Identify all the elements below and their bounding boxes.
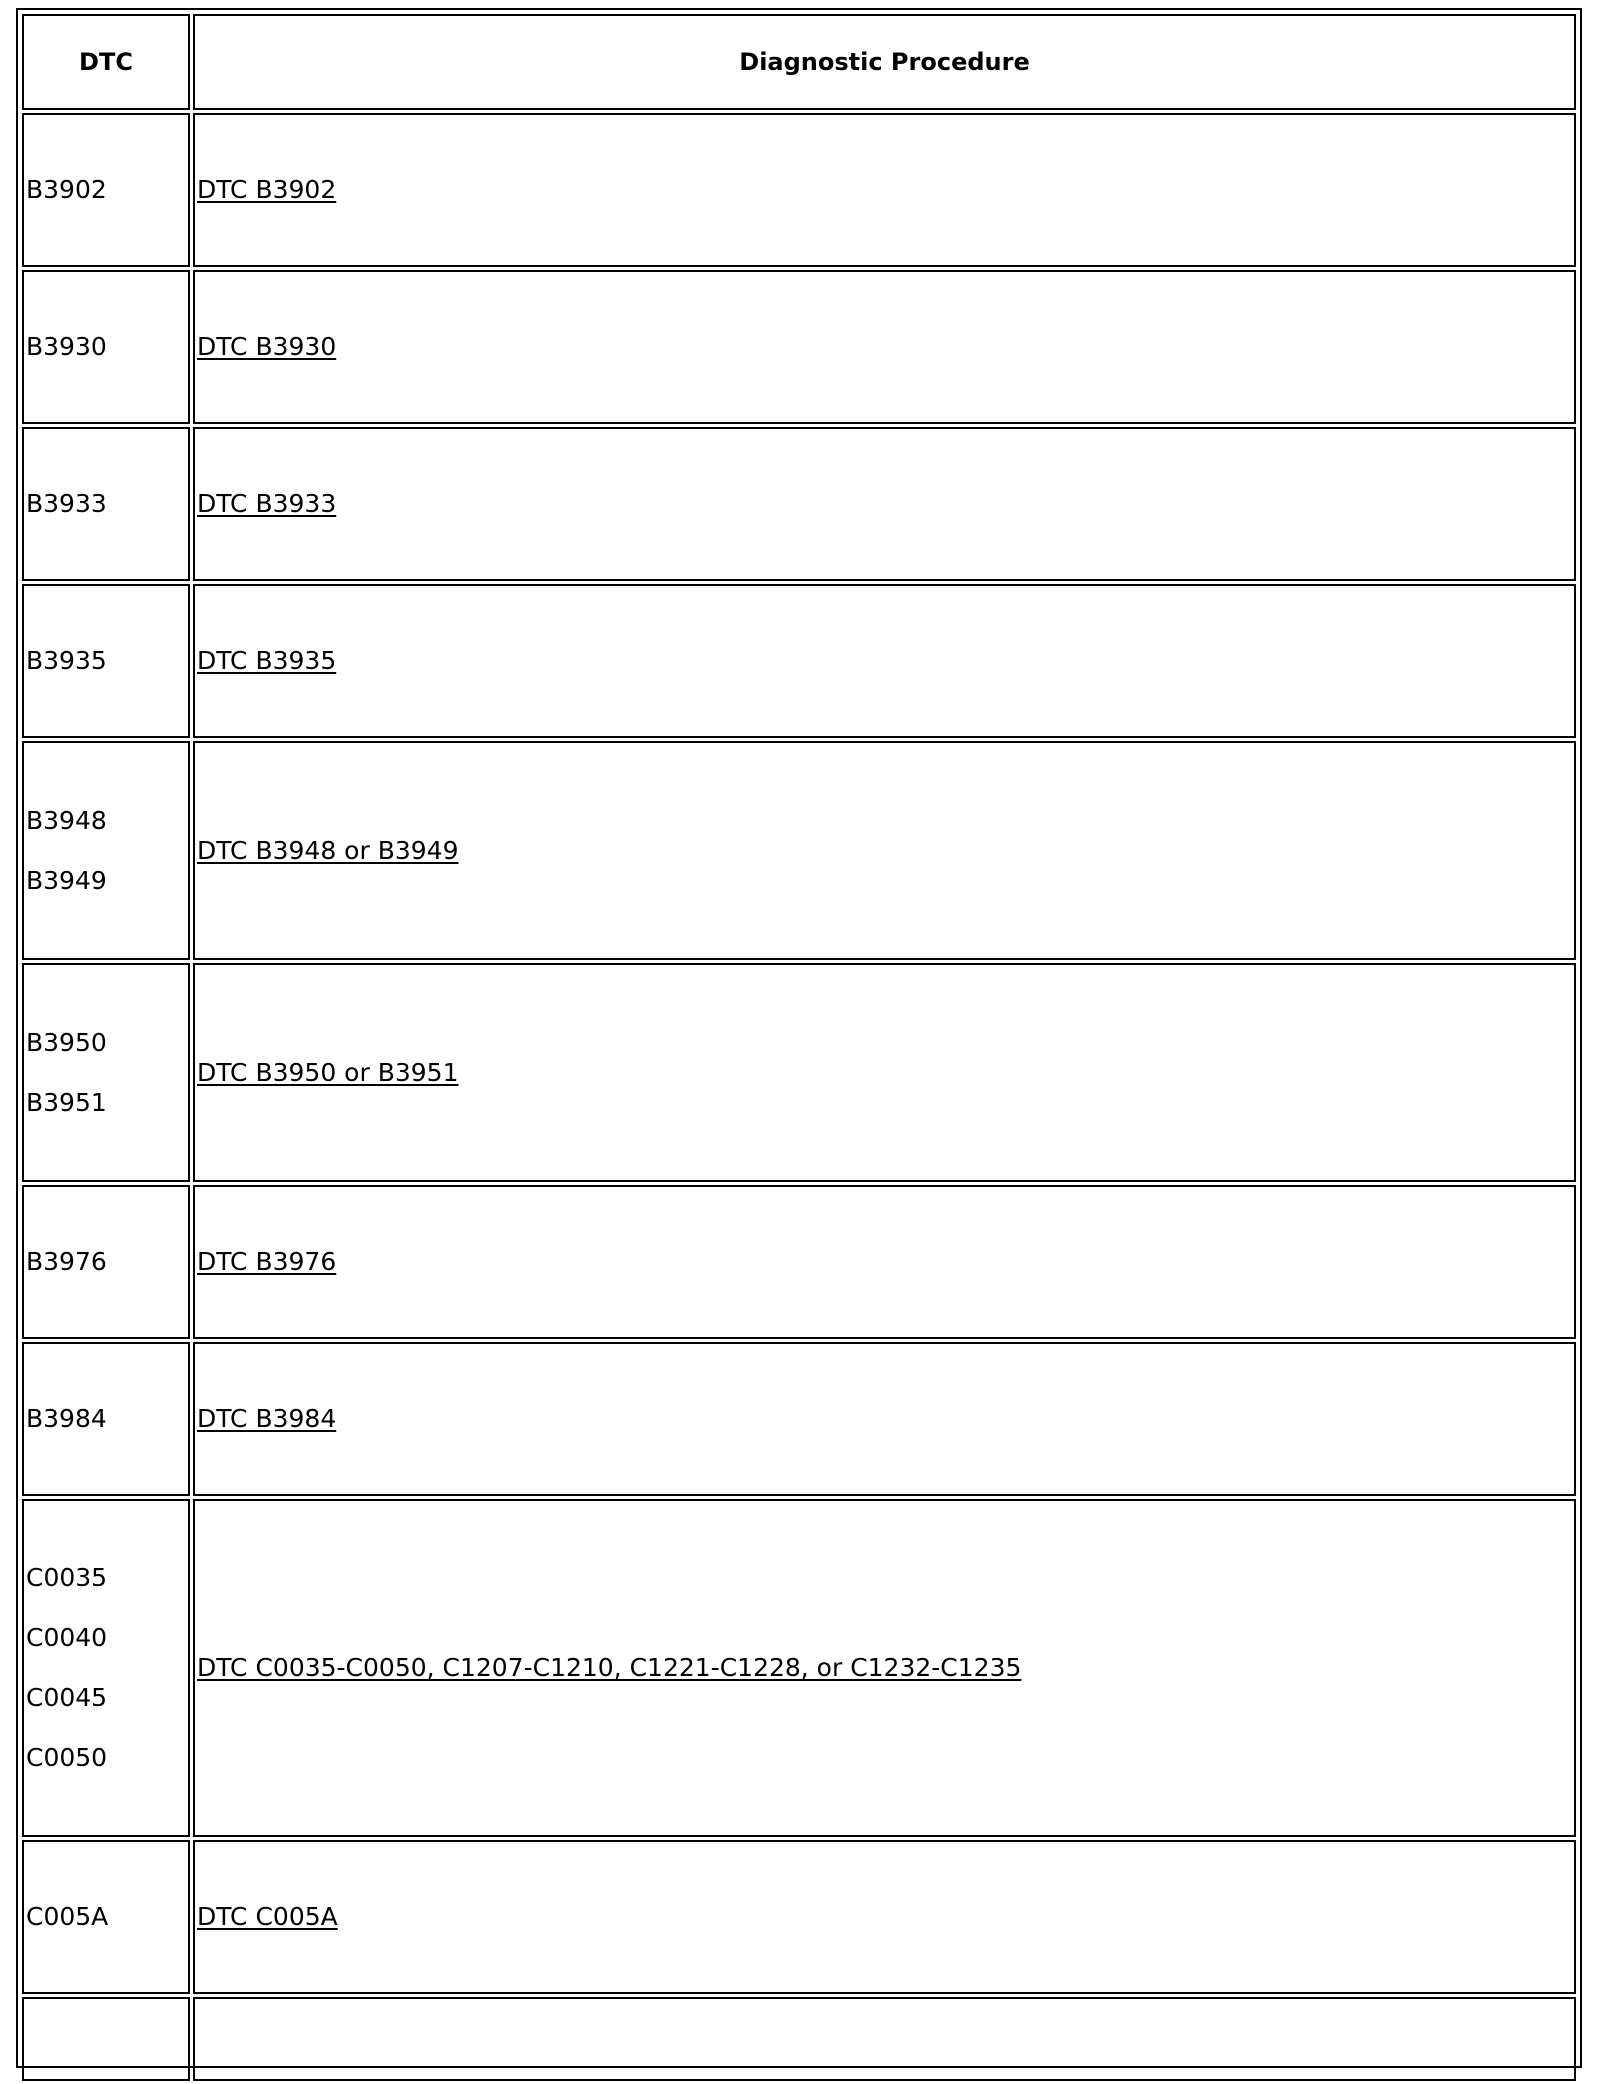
procedure-link[interactable]: DTC B3902 xyxy=(197,175,337,204)
dtc-code: C0050 xyxy=(26,1743,108,1772)
procedure-link[interactable]: DTC C0035-C0050, C1207-C1210, C1221-C1228, or C1232-C1235 xyxy=(197,1653,1022,1682)
dtc-cell xyxy=(22,741,190,960)
procedure-cell xyxy=(193,1342,1576,1496)
dtc-code: B3950 xyxy=(26,1027,107,1057)
table-row xyxy=(22,113,1576,267)
table-row xyxy=(22,1840,1576,1994)
dtc-code: B3930 xyxy=(26,332,107,361)
table-row xyxy=(22,741,1576,960)
procedure-cell xyxy=(193,741,1576,960)
table-row xyxy=(22,1499,1576,1837)
dtc-code: C0040 xyxy=(26,1623,108,1652)
procedure-link[interactable]: DTC B3984 xyxy=(197,1404,337,1433)
dtc-code: B3948 xyxy=(26,805,107,835)
procedure-cell xyxy=(193,427,1576,581)
table-header-row xyxy=(22,14,1576,110)
dtc-code: B3951 xyxy=(26,1087,107,1117)
procedure-link[interactable]: DTC B3930 xyxy=(197,332,337,361)
dtc-code: B3935 xyxy=(26,646,107,675)
table-row xyxy=(22,1342,1576,1496)
dtc-cell xyxy=(22,1185,190,1339)
dtc-code: B3976 xyxy=(26,1247,107,1276)
table-row xyxy=(22,963,1576,1182)
dtc-column-header: DTC xyxy=(22,14,190,110)
dtc-cell xyxy=(22,963,190,1182)
procedure-link[interactable]: DTC B3948 or B3949 xyxy=(197,835,459,865)
dtc-cell xyxy=(22,427,190,581)
procedure-cell xyxy=(193,1840,1576,1994)
dtc-cell xyxy=(22,1840,190,1994)
procedure-cell xyxy=(193,963,1576,1182)
procedure-link[interactable]: DTC B3976 xyxy=(197,1247,337,1276)
table-row xyxy=(22,584,1576,738)
dtc-cell xyxy=(22,1499,190,1837)
dtc-table xyxy=(19,11,1579,2084)
procedure-cell xyxy=(193,270,1576,424)
dtc-code: B3949 xyxy=(26,865,107,895)
procedure-cell xyxy=(193,1997,1576,2081)
dtc-cell xyxy=(22,1342,190,1496)
procedure-column-header: Diagnostic Procedure xyxy=(193,14,1576,110)
dtc-cell xyxy=(22,584,190,738)
procedure-cell xyxy=(193,1185,1576,1339)
procedure-link[interactable]: DTC C005A xyxy=(197,1902,338,1931)
table-row xyxy=(22,1185,1576,1339)
procedure-link[interactable]: DTC B3950 or B3951 xyxy=(197,1057,459,1087)
procedure-cell xyxy=(193,584,1576,738)
dtc-cell xyxy=(22,1997,190,2081)
table-row xyxy=(22,1997,1576,2081)
table-row xyxy=(22,427,1576,581)
dtc-code: B3984 xyxy=(26,1404,107,1433)
procedure-link[interactable]: DTC B3933 xyxy=(197,489,337,518)
dtc-cell xyxy=(22,270,190,424)
procedure-link[interactable]: DTC B3935 xyxy=(197,646,337,675)
dtc-cell xyxy=(22,113,190,267)
table-row xyxy=(22,270,1576,424)
dtc-code: B3902 xyxy=(26,175,107,204)
dtc-code: C0035 xyxy=(26,1563,108,1592)
dtc-code: C0045 xyxy=(26,1683,108,1712)
dtc-code: B3933 xyxy=(26,489,107,518)
procedure-cell xyxy=(193,1499,1576,1837)
dtc-code: C005A xyxy=(26,1902,109,1931)
procedure-cell xyxy=(193,113,1576,267)
